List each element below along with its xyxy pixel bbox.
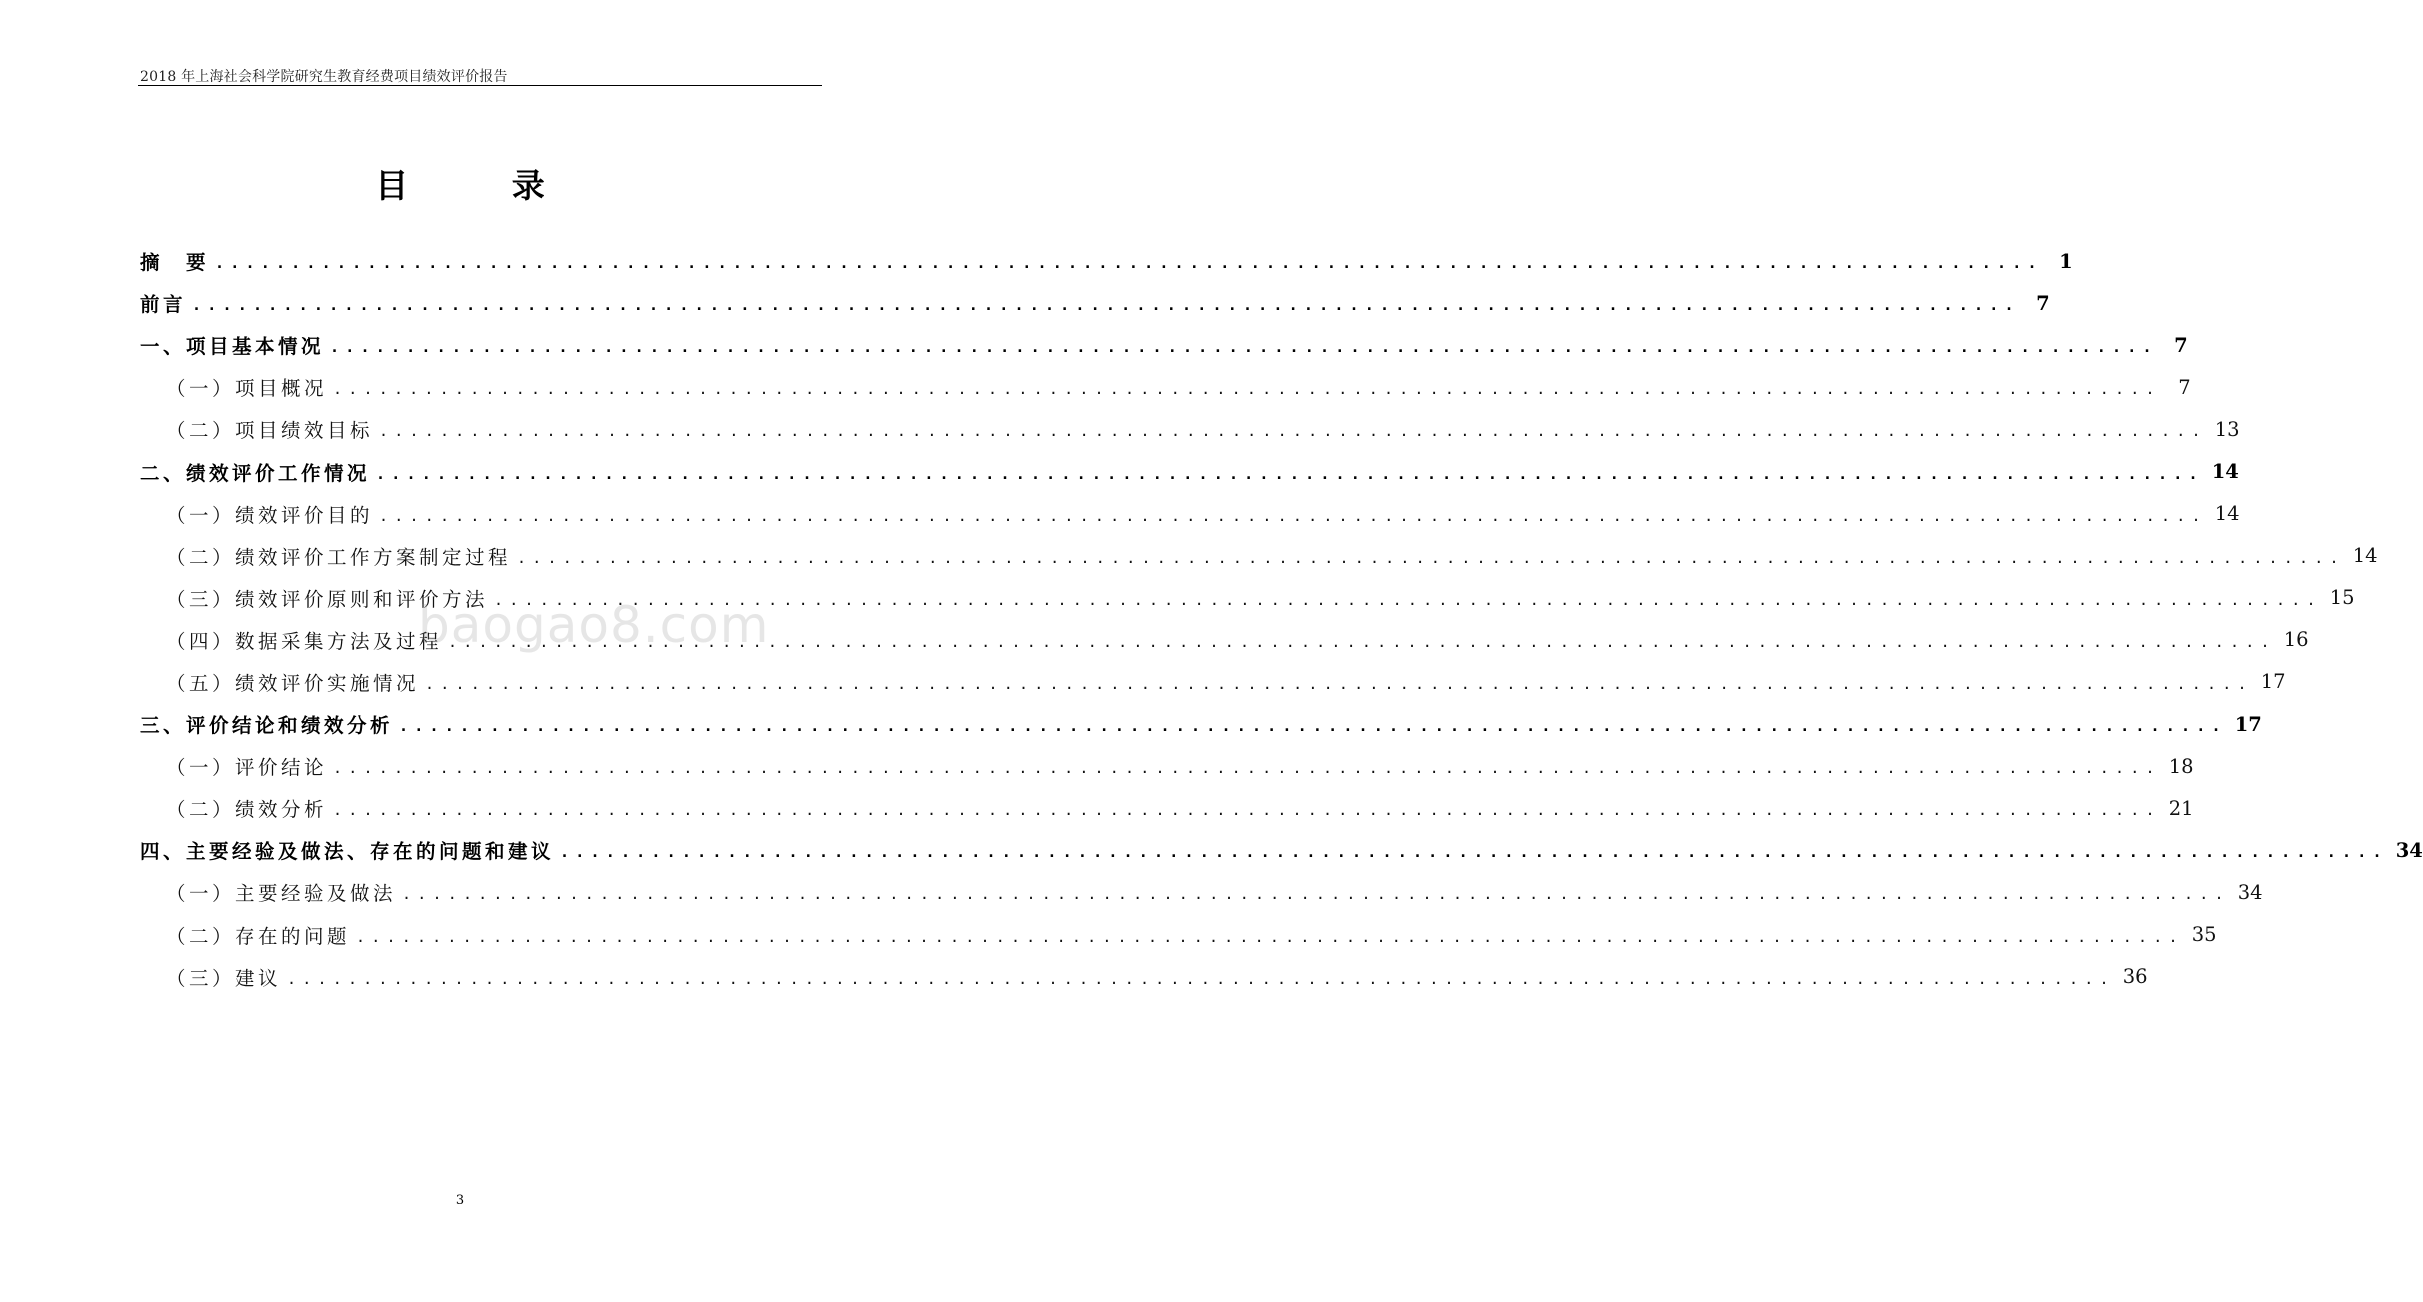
toc-leader-dots: ........................................................................................................................ (494, 590, 2322, 609)
toc-entry-page: 16 (2283, 628, 2309, 652)
toc-entry[interactable] (140, 408, 2240, 450)
toc-entry-page: 1 (2059, 249, 2073, 273)
toc-entry[interactable] (140, 324, 2188, 366)
toc-leader-dots: ........................................................................................................................ (517, 548, 2345, 567)
toc-entry[interactable] (140, 240, 2073, 282)
toc-entry-label: （二）存在的问题 (166, 924, 351, 948)
toc-entry-page: 17 (2260, 670, 2286, 694)
toc-leader-dots: ........................................................................................................................ (379, 506, 2207, 525)
toc-entry-page: 17 (2234, 712, 2262, 736)
toc-entry[interactable] (140, 829, 2423, 871)
toc-leader-dots: ........................................................................................................................ (330, 338, 2158, 357)
toc-entry[interactable] (140, 914, 2217, 956)
toc-entry-label: （三）绩效评价原则和评价方法 (166, 587, 489, 611)
toc-entry-label: （五）绩效评价实施情况 (166, 671, 420, 695)
toc-entry-label: 前言 (140, 293, 187, 317)
toc-entry-label: 三、评价结论和绩效分析 (140, 714, 394, 738)
toc-entry[interactable] (140, 787, 2194, 829)
toc-entry-page: 35 (2191, 923, 2217, 947)
toc-entry-page: 7 (2178, 375, 2191, 399)
toc-entry-label: （二）绩效分析 (166, 798, 328, 822)
toc-entry[interactable] (140, 661, 2286, 703)
toc-leader-dots: ........................................................................................................................ (448, 632, 2276, 651)
toc-entry-label: 四、主要经验及做法、存在的问题和建议 (140, 840, 555, 864)
toc-leader-dots: ........................................................................................................................ (425, 674, 2253, 693)
toc-entry[interactable] (140, 282, 2050, 324)
toc-entry-page: 21 (2168, 796, 2194, 820)
watermark: baogao8.com (418, 596, 770, 654)
table-of-contents (140, 240, 2423, 998)
toc-entry-label: （三）建议 (166, 966, 282, 990)
toc-leader-dots: ........................................................................................................................ (379, 422, 2207, 441)
toc-entry[interactable] (140, 535, 2378, 577)
toc-entry-page: 14 (2352, 544, 2378, 568)
toc-leader-dots: ........................................................................................................................ (356, 927, 2184, 946)
toc-entry[interactable] (140, 450, 2239, 492)
page-number: 3 (455, 1193, 465, 1208)
toc-entry-page: 15 (2329, 586, 2355, 610)
toc-entry[interactable] (140, 493, 2240, 535)
toc-entry-label: 一、项目基本情况 (140, 335, 325, 359)
toc-entry-label: （四）数据采集方法及过程 (166, 629, 443, 653)
toc-leader-dots: ........................................................................................................................ (402, 885, 2230, 904)
toc-entry[interactable] (140, 745, 2194, 787)
toc-entry[interactable] (140, 619, 2309, 661)
toc-entry-label: （二）项目绩效目标 (166, 419, 374, 443)
toc-entry-page: 7 (2036, 291, 2050, 315)
toc-leader-dots: ........................................................................................................................ (333, 801, 2161, 820)
toc-entry-page: 13 (2214, 417, 2240, 441)
toc-entry-page: 34 (2395, 838, 2423, 862)
page-title: 目 录 (375, 166, 591, 205)
toc-entry-label: （二）绩效评价工作方案制定过程 (166, 545, 512, 569)
toc-entry-label: （一）项目概况 (166, 377, 328, 401)
toc-entry-label: 摘 要 (140, 251, 210, 275)
toc-entry-page: 18 (2168, 754, 2194, 778)
toc-entry-label: 二、绩效评价工作情况 (140, 461, 371, 485)
toc-entry[interactable] (140, 366, 2191, 408)
toc-leader-dots: ........................................................................................................................ (333, 380, 2161, 399)
header-divider (138, 85, 822, 86)
toc-entry[interactable] (140, 871, 2263, 913)
toc-leader-dots: ........................................................................................................................ (333, 759, 2161, 778)
toc-entry[interactable] (140, 956, 2148, 998)
toc-leader-dots: ........................................................................................................................ (399, 717, 2227, 736)
toc-leader-dots: ........................................................................................................................ (192, 296, 2020, 315)
toc-entry-page: 14 (2211, 460, 2239, 484)
toc-entry-page: 36 (2122, 965, 2148, 989)
toc-entry[interactable] (140, 703, 2262, 745)
toc-entry-page: 14 (2214, 502, 2240, 526)
toc-entry-label: （一）评价结论 (166, 756, 328, 780)
toc-entry-label: （一）绩效评价目的 (166, 503, 374, 527)
toc-leader-dots: ........................................................................................................................ (376, 464, 2204, 483)
toc-leader-dots: ........................................................................................................................ (560, 843, 2388, 862)
toc-leader-dots: ........................................................................................................................ (287, 969, 2115, 988)
toc-entry-page: 7 (2174, 333, 2188, 357)
running-header: 2018 年上海社会科学院研究生教育经费项目绩效评价报告 (140, 69, 508, 85)
toc-entry-label: （一）主要经验及做法 (166, 882, 397, 906)
toc-leader-dots: ........................................................................................................................ (215, 254, 2043, 273)
toc-entry-page: 34 (2237, 880, 2263, 904)
toc-entry[interactable] (140, 577, 2355, 619)
